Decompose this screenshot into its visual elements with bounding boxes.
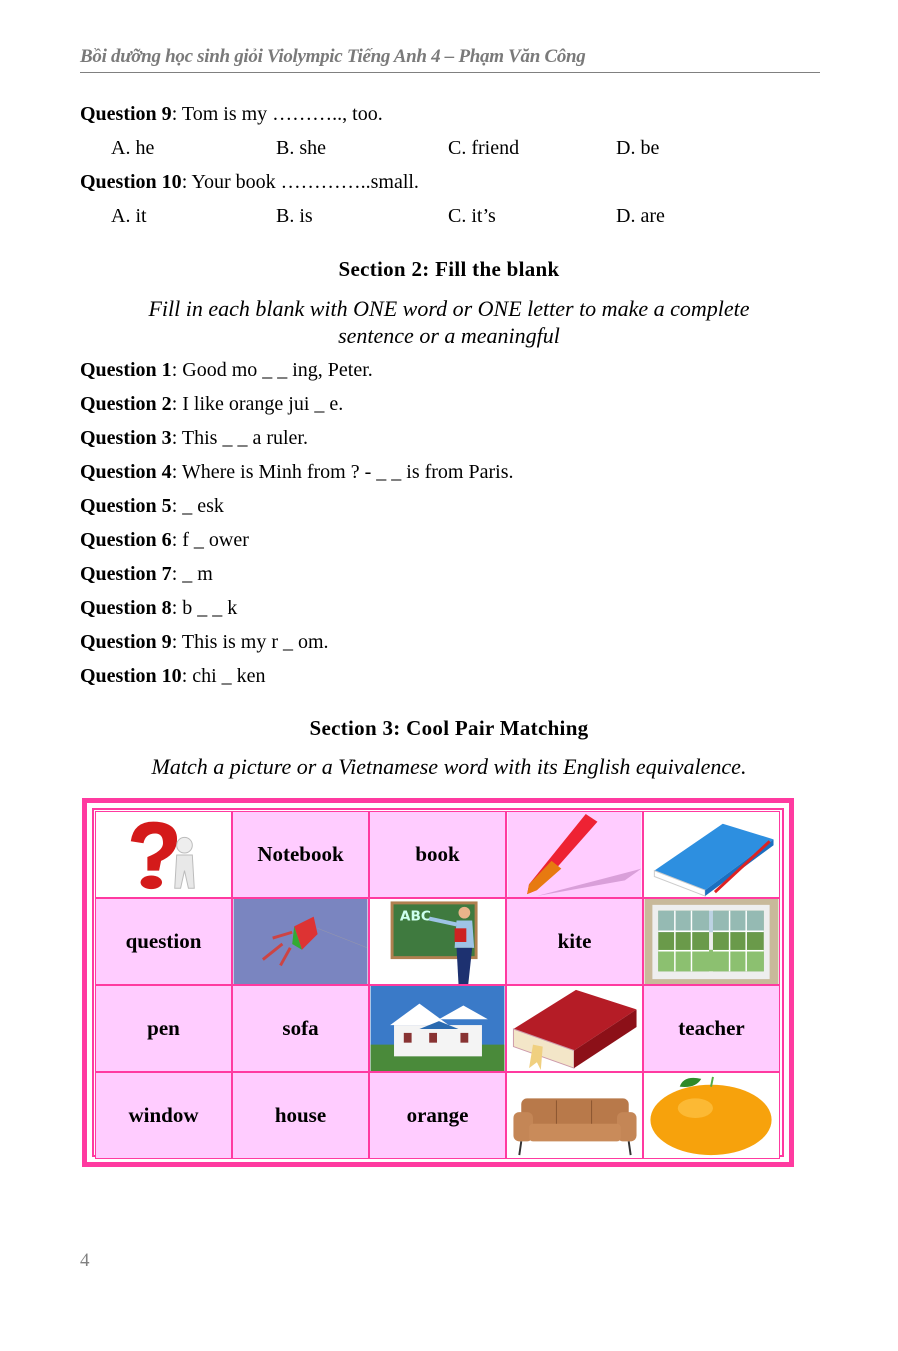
matching-cell-word: pen: [95, 985, 232, 1072]
matching-table: [82, 798, 794, 1167]
question-line: [80, 665, 266, 688]
section3-title: Section 3: Cool Pair Matching: [309, 716, 589, 740]
question-line: [80, 393, 343, 416]
question-label: Question 6: [80, 529, 172, 551]
header-divider: [80, 72, 820, 73]
question-label: Question 1: [80, 359, 172, 381]
section2-instruction-1: Fill in each blank with ONE word or ONE letter to make a complete: [148, 296, 750, 321]
matching-cell-word: window: [95, 1072, 232, 1159]
question-text: : I like orange jui _ e.: [171, 393, 344, 415]
question-line: [80, 495, 224, 518]
answer-option: C. it’s: [448, 205, 496, 227]
matching-grid: [95, 811, 780, 1159]
question-line: [80, 171, 419, 194]
question-line: [80, 103, 383, 126]
answer-option: B. is: [276, 205, 313, 227]
question-line: [80, 427, 308, 450]
question-text: : Good mo _ _ ing, Peter.: [171, 359, 373, 381]
question-text: : This _ _ a ruler.: [171, 427, 308, 449]
answer-option: B. she: [276, 137, 326, 159]
book-icon: [506, 985, 643, 1072]
answer-option: D. be: [616, 137, 660, 159]
question-line: [80, 597, 237, 620]
question-line: [80, 563, 213, 586]
question-text: : Where is Minh from ? - _ _ is from Paris.: [171, 461, 514, 483]
matching-cell-word: house: [232, 1072, 369, 1159]
question-text: : chi _ ken: [181, 665, 266, 687]
section3-instruction: Match a picture or a Vietnamese word with its English equivalence.: [151, 754, 747, 779]
question-line: [80, 631, 329, 654]
question-text: : _ esk: [171, 495, 224, 517]
window-icon: [643, 898, 780, 985]
question-label: Question 7: [80, 563, 172, 585]
question-label: Question 9: [80, 103, 172, 125]
question-label: Question 4: [80, 461, 172, 483]
question-label: Question 10: [80, 665, 182, 687]
matching-cell-word: book: [369, 811, 506, 898]
page-number: 4: [80, 1250, 90, 1271]
question-label: Question 10: [80, 171, 182, 193]
question-text: : b _ _ k: [171, 597, 238, 619]
question-text: : _ m: [171, 563, 213, 585]
answer-option: A. he: [111, 137, 155, 159]
svg-text:ABC: ABC: [399, 908, 431, 925]
question-mark-figure-icon: [95, 811, 232, 898]
sofa-icon: [506, 1072, 643, 1159]
matching-cell-word: orange: [369, 1072, 506, 1159]
question-text: : Your book …………..small.: [181, 171, 419, 193]
question-text: : This is my r _ om.: [171, 631, 329, 653]
kite-icon: [232, 898, 369, 985]
question-text: : f _ ower: [171, 529, 249, 551]
matching-cell-word: kite: [506, 898, 643, 985]
question-line: [80, 529, 249, 552]
answer-option: C. friend: [448, 137, 520, 159]
running-header: Bồi dưỡng học sinh giỏi Violympic Tiếng Anh 4 – Phạm Văn Công: [80, 46, 586, 67]
matching-cell-word: sofa: [232, 985, 369, 1072]
question-label: Question 8: [80, 597, 172, 619]
notebook-icon: [643, 811, 780, 898]
matching-cell-word: question: [95, 898, 232, 985]
teacher-icon: [369, 898, 506, 985]
question-label: Question 5: [80, 495, 172, 517]
section2-title: Section 2: Fill the blank: [338, 257, 560, 281]
matching-cell-word: Notebook: [232, 811, 369, 898]
answer-option: A. it: [111, 205, 147, 227]
question-label: Question 2: [80, 393, 172, 415]
question-label: Question 9: [80, 631, 172, 653]
orange-icon: [643, 1072, 780, 1159]
matching-cell-word: teacher: [643, 985, 780, 1072]
answer-option: D. are: [616, 205, 665, 227]
house-icon: [369, 985, 506, 1072]
question-line: [80, 359, 373, 382]
question-line: [80, 461, 513, 484]
section2-instruction-2: sentence or a meaningful: [338, 323, 560, 348]
question-label: Question 3: [80, 427, 172, 449]
pen-icon: [506, 811, 643, 898]
question-text: : Tom is my ……….., too.: [171, 103, 383, 125]
